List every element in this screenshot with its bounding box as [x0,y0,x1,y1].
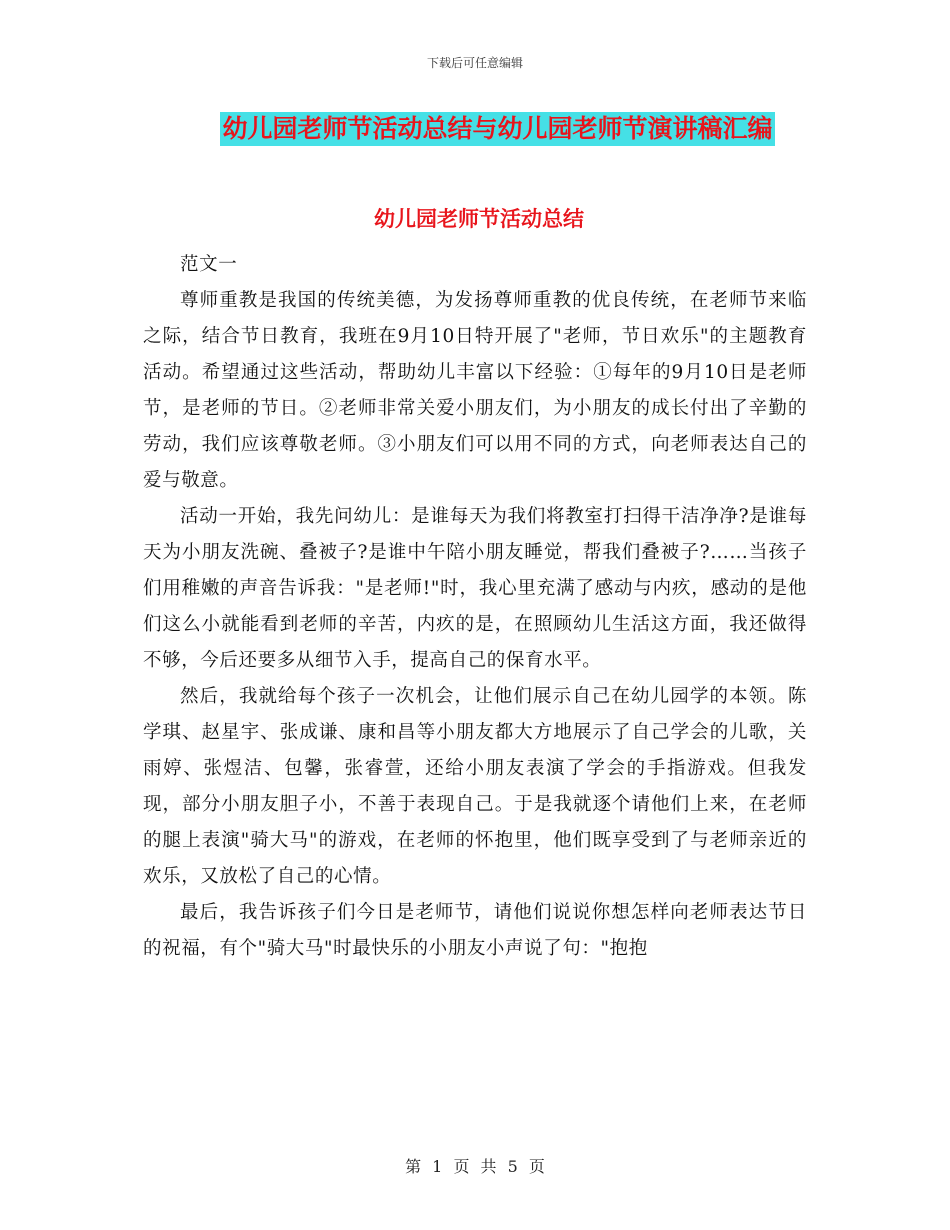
paragraph: 最后，我告诉孩子们今日是老师节，请他们说说你想怎样向老师表达节日的祝福，有个"骑大马"时最快乐的小朋友小声说了句："抱抱 [143,902,807,959]
paragraph-label: 范文一 [180,254,238,275]
paragraph: 尊师重教是我国的传统美德，为发扬尊师重教的优良传统，在老师节来临之际，结合节日教育，我班在9月10日特开展了"老师，节日欢乐"的主题教育活动。希望通过这些活动，帮助幼儿丰富以下经验：①每年的9月10日是老师节，是老师的节日。②老师非常关爱小朋友们，为小朋友的成长付出了辛勤的劳动，我们应该尊敬老师。③小朋友们可以用不同的方式，向老师表达自己的爱与敬意。 [143,290,807,491]
paragraph: 然后，我就给每个孩子一次机会，让他们展示自己在幼儿园学的本领。陈学琪、赵星宇、张成谦、康和昌等小朋友都大方地展示了自己学会的儿歌，关雨婷、张煜洁、包馨，张睿萱，还给小朋友表演了学会的手指游戏。但我发现，部分小朋友胆子小，不善于表现自己。于是我就逐个请他们上来，在老师的腿上表演"骑大马"的游戏，在老师的怀抱里，他们既享受到了与老师亲近的欢乐，又放松了自己的心情。 [143,686,807,887]
document-body [143,247,807,967]
document-title: 幼儿园老师节活动总结与幼儿园老师节演讲稿汇编 [220,112,774,146]
header-note: 下载后可任意编辑 [426,56,523,70]
paragraph: 活动一开始，我先问幼儿：是谁每天为我们将教室打扫得干洁净净?是谁每天为小朋友洗碗、叠被子?是谁中午陪小朋友睡觉，帮我们叠被子?……当孩子们用稚嫩的声音告诉我："是老师!"时，我心里充满了感动与内疚，感动的是他们这么小就能看到老师的辛苦，内疚的是，在照顾幼儿生活这方面，我还做得不够，今后还要多从细节入手，提高自己的保育水平。 [143,506,807,671]
document-title-container [0,112,950,146]
page-footer: 第 1 页 共 5 页 [405,1157,545,1176]
section-title: 幼儿园老师节活动总结 [374,207,584,231]
